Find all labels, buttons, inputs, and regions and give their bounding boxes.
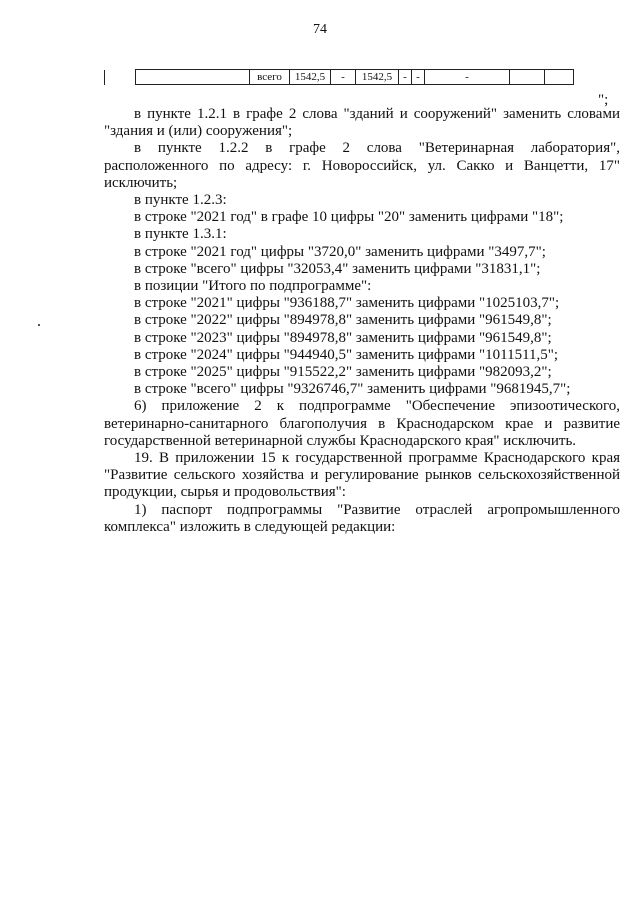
page-number: 74 (313, 22, 327, 37)
paragraph: в строке "всего" цифры "32053,4" заменить цифрами "31831,1"; (134, 260, 541, 277)
table-cell-empty (510, 70, 545, 85)
table-cell-empty (136, 70, 250, 85)
margin-mark (38, 324, 40, 326)
table-cell-value: 1542,5 (290, 70, 331, 85)
table-cell-value: - (412, 70, 425, 85)
table-cell-value: 1542,5 (356, 70, 399, 85)
paragraph: в пункте 1.2.3: (134, 192, 227, 209)
document-body (104, 106, 620, 536)
paragraph: в строке "2024" цифры "944940,5" заменить цифрами "1011511,5"; (134, 346, 559, 363)
paragraph: в позиции "Итого по подпрограмме": (134, 278, 372, 295)
paragraph: в строке "2021 год" цифры "3720,0" заменить цифрами "3497,7"; (134, 243, 546, 260)
paragraph: в строке "всего" цифры "9326746,7" заменить цифрами "9681945,7"; (134, 381, 571, 398)
table-cell-empty (105, 70, 136, 85)
paragraph: в пункте 1.3.1: (134, 226, 227, 243)
paragraph: 1) паспорт подпрограммы "Развитие отраслей агропромышленного комплекса" изложить в следующей редакции: (104, 501, 620, 535)
paragraph: в строке "2025" цифры "915522,2" заменить цифрами "982093,2"; (134, 364, 552, 381)
paragraph: 19. В приложении 15 к государственной программе Краснодарского края "Развитие сельского хозяйства и регулирование рынков сельскохозяйственной продукции, сырья и продовольствия": (104, 450, 620, 501)
paragraph: 6) приложение 2 к подпрограмме "Обеспечение эпизоотического, ветеринарно-санитарного благополучия в Краснодарском крае и развитие государственной ветеринарной службы Краснодарского края" исключить. (104, 398, 620, 449)
table-cell-value: - (425, 70, 510, 85)
table-cell-label: всего (250, 70, 290, 85)
paragraph: в строке "2023" цифры "894978,8" заменить цифрами "961549,8"; (134, 329, 552, 346)
closing-quote: "; (598, 92, 609, 108)
paragraph: в строке "2022" цифры "894978,8" заменить цифрами "961549,8"; (134, 312, 552, 329)
table-cell-value: - (399, 70, 412, 85)
table-row (105, 70, 574, 85)
paragraph: в пункте 1.2.2 в графе 2 слова "Ветеринарная лаборатория", расположенного по адресу: г. Новороссийск, ул. Сакко и Ванцетти, 17" исключить; (104, 140, 620, 191)
paragraph: в строке "2021 год" в графе 10 цифры "20" заменить цифрами "18"; (134, 209, 564, 226)
paragraph: в строке "2021" цифры "936188,7" заменить цифрами "1025103,7"; (134, 295, 560, 312)
paragraph: в пункте 1.2.1 в графе 2 слова "зданий и сооружений" заменить словами "здания и (или) сооружения"; (104, 106, 620, 140)
table-fragment (104, 69, 574, 85)
table-cell-empty (545, 70, 574, 85)
table-cell-value: - (331, 70, 356, 85)
